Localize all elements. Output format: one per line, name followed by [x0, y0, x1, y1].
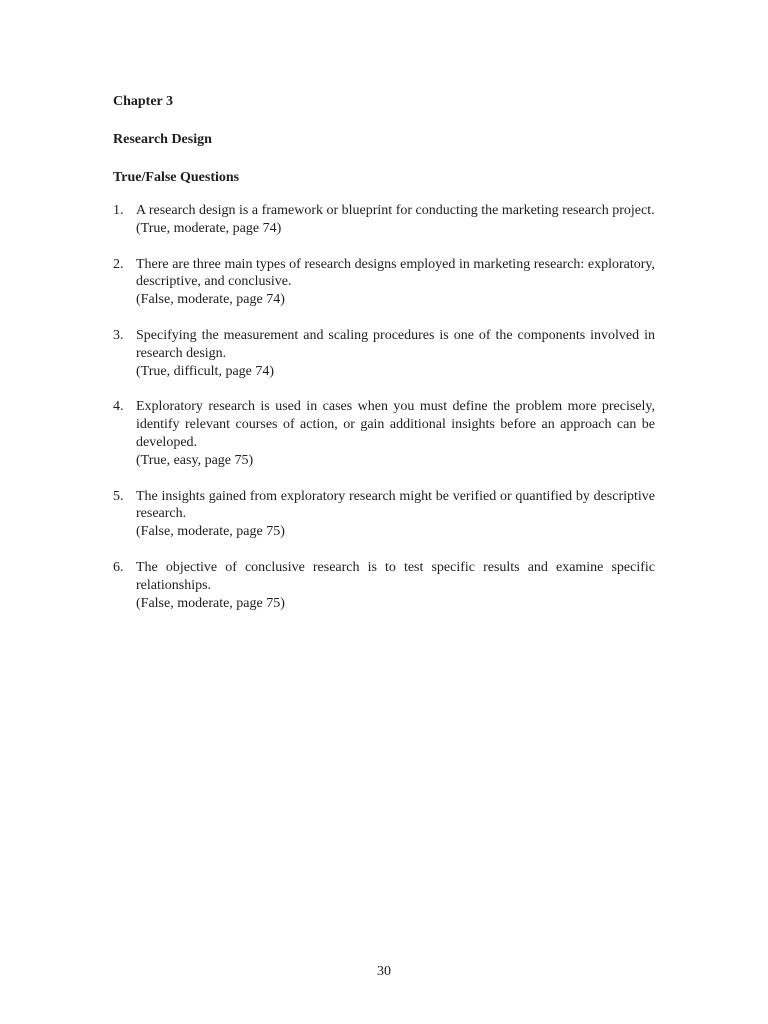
page-number: 30 [377, 964, 391, 979]
question-answer: (False, moderate, page 74) [136, 292, 285, 308]
question-answer: (True, difficult, page 74) [136, 363, 275, 379]
question-number: 3. [113, 327, 124, 343]
question-item [113, 202, 655, 238]
question-item [113, 327, 655, 380]
question-answer: (False, moderate, page 75) [136, 524, 285, 540]
question-item [113, 488, 655, 541]
question-number: 4. [113, 399, 124, 415]
chapter-title: Research Design [113, 132, 212, 147]
section-heading: True/False Questions [113, 170, 240, 185]
question-answer: (True, easy, page 75) [136, 452, 254, 468]
question-text: The objective of conclusive research is to test specific results and examine specific relationships. [136, 559, 655, 593]
question-list [113, 202, 655, 630]
question-item [113, 559, 655, 612]
question-number: 6. [113, 559, 124, 575]
question-item [113, 256, 655, 309]
question-text: The insights gained from exploratory research might be verified or quantified by descriptive research. [136, 488, 655, 522]
question-item [113, 398, 655, 469]
question-answer: (True, moderate, page 74) [136, 220, 282, 236]
question-text: There are three main types of research designs employed in marketing research: exploratory, descriptive, and conclusive. [136, 256, 655, 290]
question-text: Specifying the measurement and scaling procedures is one of the components involved in research design. [136, 327, 655, 361]
question-text: A research design is a framework or blueprint for conducting the marketing research project. [136, 203, 655, 218]
chapter-heading: Chapter 3 [113, 94, 174, 109]
question-answer: (False, moderate, page 75) [136, 595, 285, 611]
question-number: 1. [113, 203, 124, 218]
question-number: 5. [113, 488, 124, 504]
question-text: Exploratory research is used in cases when you must define the problem more precisely, identify relevant courses of action, or gain additional insights before an approach can be developed. [136, 399, 655, 450]
question-number: 2. [113, 256, 124, 272]
